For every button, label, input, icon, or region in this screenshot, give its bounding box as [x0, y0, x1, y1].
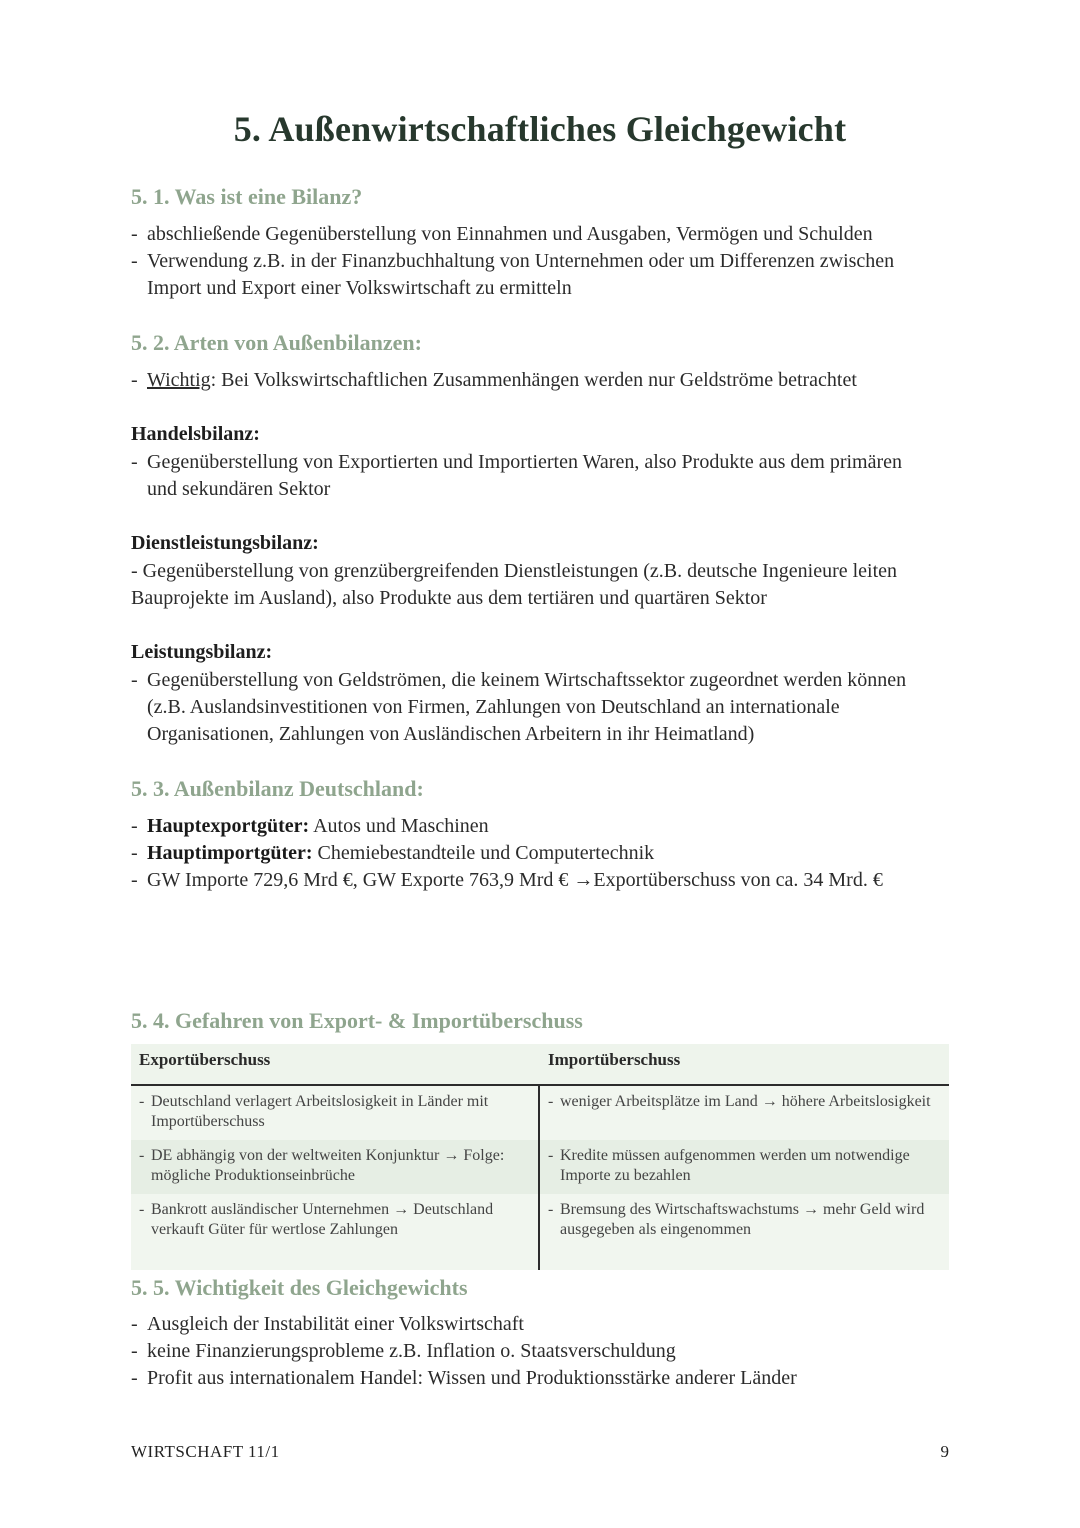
table-row: [131, 1194, 949, 1270]
import-label: Hauptimportgüter:: [147, 842, 313, 864]
deutschland-list: [131, 813, 949, 894]
important-label: Wichtig: [147, 369, 211, 391]
section-heading-gefahren: 5. 4. Gefahren von Export- & Importüberschuss: [131, 1008, 583, 1033]
bilanz-list: [131, 221, 949, 302]
section-heading-deutschland: 5. 3. Außenbilanz Deutschland:: [131, 776, 424, 801]
list-item: [131, 367, 949, 394]
heading-leistungsbilanz: Leistungsbilanz:: [131, 641, 273, 663]
section-heading-wichtigkeit: 5. 5. Wichtigkeit des Gleichgewichts: [131, 1275, 468, 1300]
footer-subject: WIRTSCHAFT 11/1: [131, 1442, 280, 1461]
list-item: - Ausgleich der Instabilität einer Volkswirtschaft: [131, 1311, 949, 1338]
export-text: Autos und Maschinen: [309, 815, 489, 837]
table-cell: - Bankrott ausländischer Unternehmen → Deutschland verkauft Güter für wertlose Zahlungen: [131, 1194, 540, 1270]
table-cell: - Kredite müssen aufgenommen werden um notwendige Importe zu bezahlen: [540, 1140, 949, 1194]
list-item: - Verwendung z.B. in der Finanzbuchhaltung von Unternehmen oder um Differenzen zwischen Import und Export einer Volkswirtschaft zu ermitteln: [131, 248, 907, 302]
list-item: - Profit aus internationalem Handel: Wissen und Produktionsstärke anderer Länder: [131, 1365, 949, 1392]
table-row: [131, 1140, 949, 1194]
heading-handelsbilanz: Handelsbilanz:: [131, 423, 260, 445]
handelsbilanz-list: [131, 449, 949, 503]
column-header-import: Importüberschuss: [548, 1050, 681, 1069]
list-item: - Gegenüberstellung von Exportierten und Importierten Waren, also Produkte aus dem primären und sekundären Sektor: [131, 449, 907, 503]
list-item: - keine Finanzierungsprobleme z.B. Inflation o. Staatsverschuldung: [131, 1338, 949, 1365]
dienstleistungsbilanz-text: - Gegenüberstellung von grenzübergreifenden Dienstleistungen (z.B. deutsche Ingenieure leiten Bauprojekte im Ausland), also Produkte aus dem tertiären und quartären Sektor: [131, 560, 898, 609]
section-heading-bilanz: 5. 1. Was ist eine Bilanz?: [131, 184, 363, 209]
list-item: - GW Importe 729,6 Mrd €, GW Exporte 763,9 Mrd € →Exportüberschuss von ca. 34 Mrd. €: [131, 867, 949, 894]
table-cell: - weniger Arbeitsplätze im Land → höhere Arbeitslosigkeit: [540, 1086, 949, 1140]
page-number: 9: [940, 1442, 949, 1461]
page-title: 5. Außenwirtschaftliches Gleichgewicht: [233, 109, 847, 149]
table-cell: - Deutschland verlagert Arbeitslosigkeit in Länder mit Importüberschuss: [131, 1086, 540, 1140]
section-heading-arten: 5. 2. Arten von Außenbilanzen:: [131, 330, 422, 355]
wichtig-list: [131, 367, 949, 394]
list-item: - Gegenüberstellung von Geldströmen, die keinem Wirtschaftssektor zugeordnet werden können (z.B. Auslandsinvestitionen von Firmen, Zahlungen von Deutschland an internationale Organisationen, Zahlungen von Ausländischen Arbeitern in ihr Heimatland): [131, 667, 947, 748]
leistungsbilanz-list: [131, 667, 949, 748]
import-text: Chemiebestandteile und Computertechnik: [312, 842, 655, 864]
table-header: [131, 1044, 949, 1086]
column-header-export: Exportüberschuss: [139, 1050, 271, 1069]
export-label: Hauptexportgüter:: [147, 815, 310, 837]
heading-dienstleistungsbilanz: Dienstleistungsbilanz:: [131, 532, 319, 554]
wichtigkeit-list: [131, 1311, 949, 1392]
table-row: [131, 1086, 949, 1140]
table-cell: - DE abhängig von der weltweiten Konjunktur → Folge: mögliche Produktionseinbrüche: [131, 1140, 540, 1194]
table-cell: - Bremsung des Wirtschaftswachstums → mehr Geld wird ausgegeben als eingenommen: [540, 1194, 949, 1270]
list-item: [131, 840, 949, 867]
important-text: : Bei Volkswirtschaftlichen Zusammenhängen werden nur Geldströme betrachtet: [210, 369, 857, 391]
list-item: [131, 813, 949, 840]
gefahren-table: [131, 1044, 949, 1270]
list-item: - abschließende Gegenüberstellung von Einnahmen und Ausgaben, Vermögen und Schulden: [131, 221, 949, 248]
